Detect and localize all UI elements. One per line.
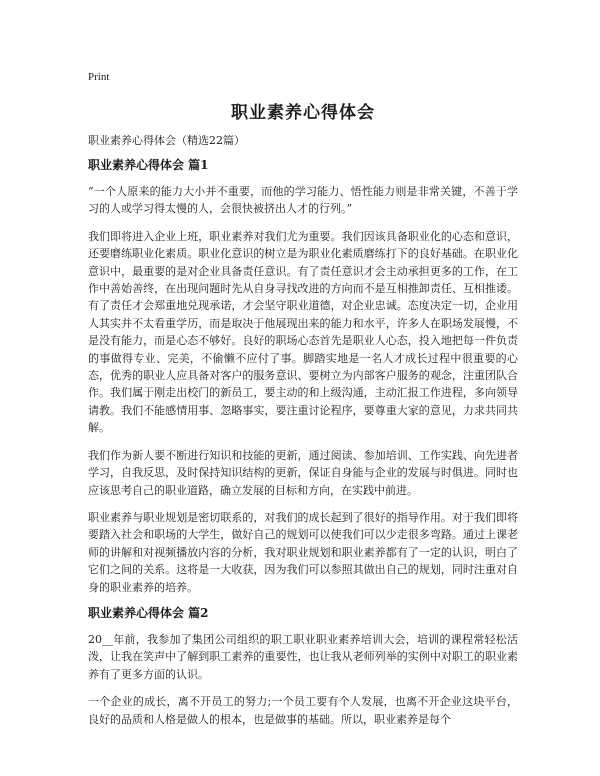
section-heading-1: 职业素养心得体会 篇1 [88, 158, 209, 172]
section-heading-2: 职业素养心得体会 篇2 [88, 605, 209, 620]
paragraph: 我们作为新人要不断进行知识和技能的更新，通过阅读、参加培训、工作实践、向先进者学习，自我反思，及时保持知识结构的更新，保证自身能与企业的发展与时俱进。同时也应该思考自己的职业道路，确立发展的目标和方向，在实践中前进。 [88, 448, 518, 497]
paragraph: “一个人原来的能力大小并不重要，而他的学习能力、悟性能力则是非常关键，不善于学习的人或学习得太慢的人，会很快被挤出人才的行列。” [88, 185, 518, 216]
paragraph: 20__年前，我参加了集团公司组织的职工职业职业素养培训大会，培训的课程常轻松活泼，让我在笑声中了解到职工素养的重要性，也让我从老师列举的实例中对职工的职业素养有了更多方面的认识。 [88, 632, 518, 681]
print-link[interactable]: Print [88, 71, 110, 83]
paragraph: 我们即将进入企业上班，职业素养对我们尤为重要。我们因该具备职业化的心态和意识，还要磨练职业化素质。职业化意识的树立是为职业化素质磨练打下的良好基础。在职业化意识中，最重要的是对企业具备责任意识。有了责任意识才会主动承担更多的工作，在工作中善始善终，在出现问题时先从自身寻找改进的方向而不是互相推卸责任、互相推诿。有了责任才会郑重地兑现承诺，才会坚守职业道德，对企业忠诚。态度决定一切，企业用人其实并不太看重学历，而是取决于他展现出来的能力和水平，许多人在职场发展慢，不是没有能力，而是心态不够好。良好的职场心态首先是职业人心态，投入地把每一件负责的事做得专业、完美，不偷懒不应付了事。脚踏实地是一名人才成长过程中很重要的心态，优秀的职业人应具备对客户的服务意识、要树立为内部客户服务的观念，注重团队合作。我们属于刚走出校门的新员工，要主动的和上级沟通，主动汇报工作进程，多向领导请教。我们不能感情用事、忽略事实，要注重讨论程序，要尊重大家的意见，力求共同共解。 [88, 229, 518, 435]
document-subtitle: 职业素养心得体会（精选22篇） [88, 134, 245, 147]
document-title: 职业素养心得体会 [231, 103, 375, 123]
paragraph: 职业素养与职业规划是密切联系的，对我们的成长起到了很好的指导作用。对于我们即将要踏入社会和职场的大学生，做好自己的规划可以使我们可以少走很多弯路。通过上课老师的讲解和对视频播放内容的分析，我对职业规划和职业素养都有了一定的认识，明白了它们之间的关系。这将是一大收获，因为我们可以参照其做出自己的规划，同时注重对自身的职业素养的培养。 [88, 510, 518, 594]
paragraph: 一个企业的成长，离不开员工的努力;一个员工要有个人发展，也离不开企业这块平台，良好的品质和人格是做人的根本，也是做事的基础。所以，职业素养是每个 [88, 695, 518, 726]
document-body [88, 133, 518, 738]
